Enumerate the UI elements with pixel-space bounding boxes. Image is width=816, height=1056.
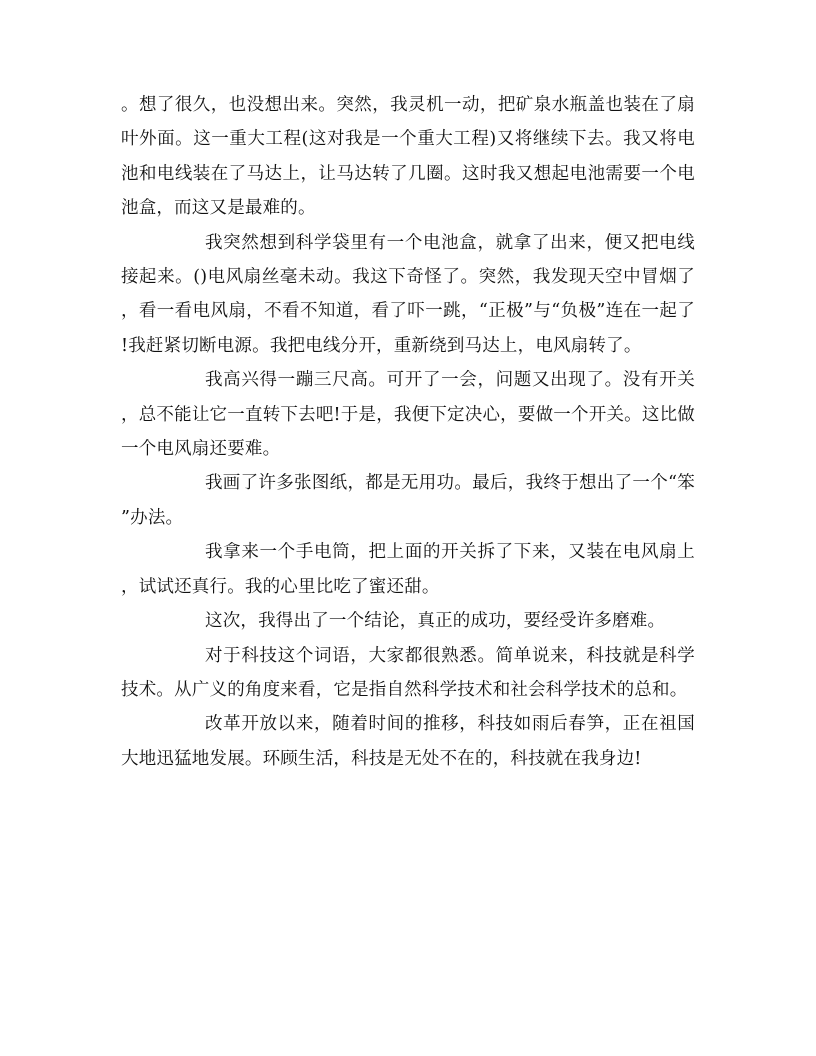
paragraph-5: 我拿来一个手电筒，把上面的开关拆了下来，又装在电风扇上，试试还真行。我的心里比吃了蜜还甜。 — [121, 542, 695, 597]
paragraph-2: 我突然想到科学袋里有一个电池盒，就拿了出来，便又把电线接起来。()电风扇丝毫未动。我这下奇怪了。突然，我发现天空中冒烟了，看一看电风扇，不看不知道，看了吓一跳，“正极”与“负极”连在一起了!我赶紧切断电源。我把电线分开，重新绕到马达上，电风扇转了。 — [121, 232, 695, 356]
paragraph-7: 对于科技这个词语，大家都很熟悉。简单说来，科技就是科学技术。从广义的角度来看，它是指自然科学技术和社会科学技术的总和。 — [121, 645, 695, 700]
paragraph-6: 这次，我得出了一个结论，真正的成功，要经受许多磨难。 — [205, 611, 666, 632]
paragraph-1: 。想了很久，也没想出来。突然，我灵机一动，把矿泉水瓶盖也装在了扇叶外面。这一重大工程(这对我是一个重大工程)又将继续下去。我又将电池和电线装在了马达上，让马达转了几圈。这时我又想起电池需要一个电池盒，而这又是最难的。 — [121, 95, 695, 219]
paragraph-3: 我高兴得一蹦三尺高。可开了一会，问题又出现了。没有开关，总不能让它一直转下去吧!于是，我便下定决心，要做一个开关。这比做一个电风扇还要难。 — [121, 370, 695, 460]
document-body — [121, 88, 695, 776]
paragraph-4: 我画了许多张图纸，都是无用功。最后，我终于想出了一个“笨”办法。 — [121, 473, 695, 528]
paragraph-8: 改革开放以来，随着时间的推移，科技如雨后春笋，正在祖国大地迅猛地发展。环顾生活，科技是无处不在的，科技就在我身边! — [121, 714, 695, 769]
